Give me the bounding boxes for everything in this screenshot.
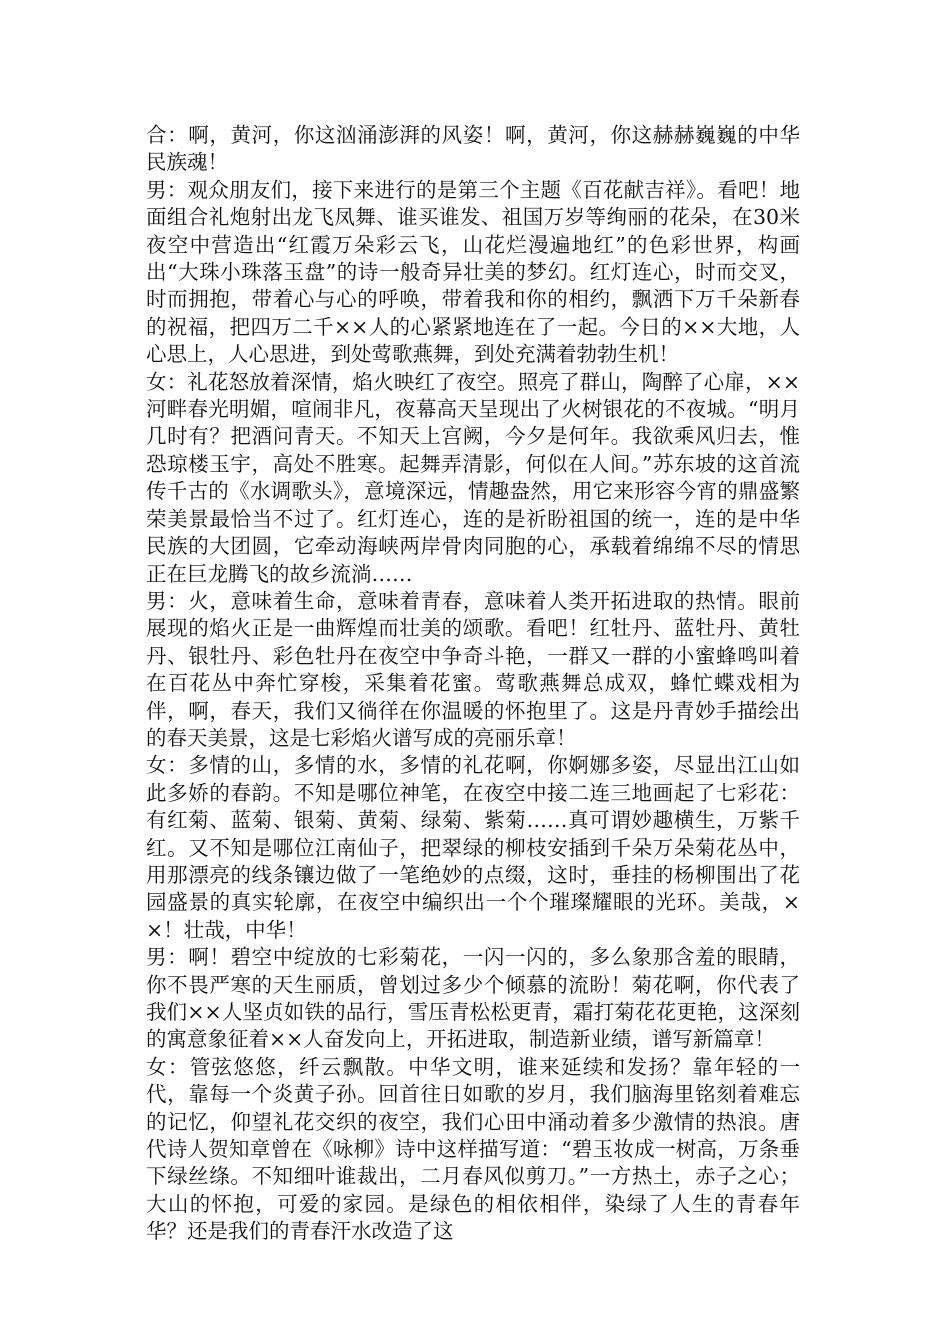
paragraph-male-flowers-theme: 男：观众朋友们，接下来进行的是第三个主题《百花献吉祥》。看吧！地面组合礼炮射出龙飞凤舞、谁买谁发、祖国万岁等绚丽的花朵，在30米夜空中营造出“红霞万朵彩云飞，山花烂漫遍地红”的色彩世界，构画出“大珠小珠落玉盘”的诗一般奇异壮美的梦幻。红灯连心，时而交叉，时而拥抱，带着心与心的呼唤，带着我和你的相约，飘洒下万千朵新春的祝福，把四万二千××人的心紧紧地连在了一起。今日的××大地，人心思上，人心思进，到处莺歌燕舞，到处充满着勃勃生机！ — [146, 177, 800, 367]
paragraph-female-chrysanthemum: 女：多情的山，多情的水，多情的礼花啊，你婀娜多姿，尽显出江山如此多娇的春韵。不知是哪位神笔，在夜空中接二连三地画起了七彩花：有红菊、蓝菊、银菊、黄菊、绿菊、紫菊……真可谓妙趣横生，万紫千红。又不知是哪位江南仙子，把翠绿的柳枝安插到千朵万朵菊花丛中，用那漂亮的线条镶边做了一笔绝妙的点缀，这时，垂挂的杨柳围出了花园盛景的真实轮廓，在夜空中编织出一个个璀璨耀眼的光环。美哉，××！壮哉，中华！ — [146, 753, 800, 942]
paragraph-male-chrysanthemum-eyes: 男：啊！碧空中绽放的七彩菊花，一闪一闪的，多么象那含羞的眼睛，你不畏严寒的天生丽质，曾划过多少个倾慕的流盼！菊花啊，你代表了我们××人坚贞如铁的品行，雪压青松松更青，霜打菊花花更艳，这深刻的寓意象征着××人奋发向上，开拓进取，制造新业绩，谱写新篇章！ — [146, 945, 800, 1052]
paragraph-chorus-yellow-river: 合：啊，黄河，你这汹涌澎湃的风姿！啊，黄河，你这赫赫巍巍的中华民族魂！ — [146, 123, 800, 175]
paragraph-male-peony-fireworks: 男：火，意味着生命，意味着青春，意味着人类开拓进取的热情。眼前展现的焰火正是一曲辉煌而壮美的颂歌。看吧！红牡丹、蓝牡丹、黄牡丹、银牡丹、彩色牡丹在夜空中争奇斗艳，一群又一群的小蜜蜂鸣叫着在百花丛中奔忙穿梭，采集着花蜜。莺歌燕舞总成双，蜂忙蝶戏相为伴，啊，春天，我们又徜徉在你温暖的怀抱里了。这是丹青妙手描绘出的春天美景，这是七彩焰火谱写成的亮丽乐章！ — [146, 588, 800, 750]
document-body — [146, 122, 800, 1246]
paragraph-female-civilization: 女：管弦悠悠，纤云飘散。中华文明，谁来延续和发扬？靠年轻的一代，靠每一个炎黄子孙。回首往日如歌的岁月，我们脑海里铭刻着难忘的记忆，仰望礼花交织的夜空，我们心田中涌动着多少激情的热浪。唐代诗人贺知章曾在《咏柳》诗中这样描写道：“碧玉妆成一树高，万条垂下绿丝绦。不知细叶谁裁出，二月春风似剪刀。”一方热土，赤子之心；大山的怀抱，可爱的家园。是绿色的相依相伴，染绿了人生的青春年华？还是我们的青春汗水改造了这 — [146, 1054, 800, 1244]
paragraph-female-fireworks-night: 女：礼花怒放着深情，焰火映红了夜空。照亮了群山，陶醉了心扉，××河畔春光明媚，喧闹非凡，夜幕高天呈现出了火树银花的不夜城。“明月几时有？把酒问青天。不知天上宫阙，今夕是何年。我欲乘风归去，惟恐琼楼玉宇，高处不胜寒。起舞弄清影，何似在人间。”苏东坡的这首流传千古的《水调歌头》，意境深远，情趣盎然，用它来形容今宵的鼎盛繁荣美景最恰当不过了。红灯连心，连的是祈盼祖国的统一，连的是中华民族的大团圆，它牵动海峡两岸骨肉同胞的心，承载着绵绵不尽的情思正在巨龙腾飞的故乡流淌…… — [146, 369, 800, 586]
